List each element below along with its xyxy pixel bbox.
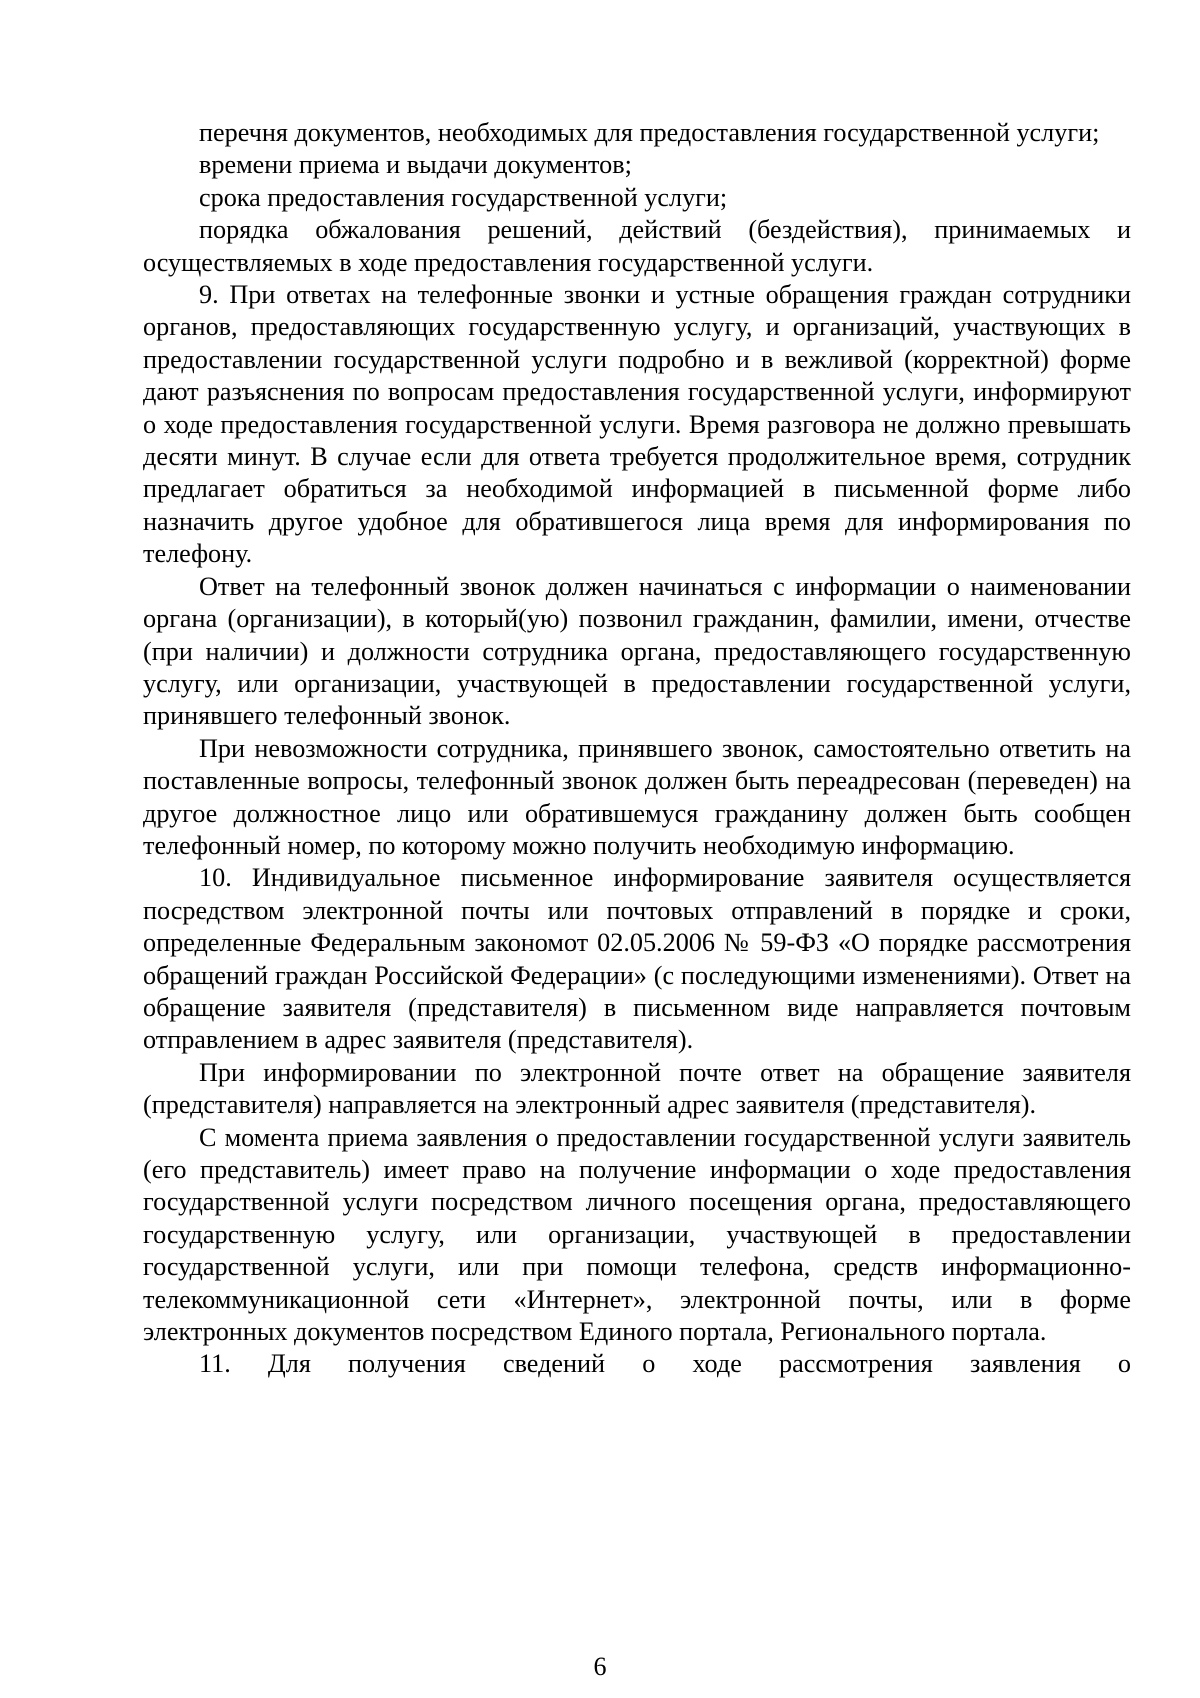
paragraph-item-10: 10. Индивидуальное письменное информирование заявителя осуществляется посредством электронной почты или почтовых отправлений в порядке и сроки, определенные Федеральным закономот 02.05.2006 № 59-ФЗ «О порядке рассмотрения обращений граждан Российской Федерации» (с последующими изменениями). Ответ на обращение заявителя (представителя) в письменном виде направляется почтовым отправлением в адрес заявителя (представителя).	[143, 863, 1131, 1055]
paragraph-progress-info: С момента приема заявления о предоставлении государственной услуги заявитель (его представитель) имеет право на получение информации о ходе предоставления государственной услуги посредством личного посещения органа, предоставляющего государственную услугу, или организации, участвующей в предоставлении государственной услуги, или при помощи телефона, средств информационно-телекоммуникационной сети «Интернет», электронной почты, или в форме электронных документов посредством Единого портала, Регионального портала.	[143, 1122, 1131, 1347]
document-body	[143, 117, 1131, 1381]
paragraph-item-9: 9. При ответах на телефонные звонки и устные обращения граждан сотрудники органов, предоставляющих государственную услугу, и организаций, участвующих в предоставлении государственной услуги подробно и в вежливой (корректной) форме дают разъяснения по вопросам предоставления государственной услуги, информируют о ходе предоставления государственной услуги. Время разговора не должно превышать десяти минут. В случае если для ответа требуется продолжительное время, сотрудник предлагает обратиться за необходимой информацией в письменной форме либо назначить другое удобное для обратившегося лица время для информирования по телефону.	[143, 280, 1131, 569]
paragraph-item-11: 11. Для получения сведений о ходе рассмотрения заявления о	[199, 1349, 1131, 1379]
paragraph-call-redirect: При невозможности сотрудника, принявшего звонок, самостоятельно ответить на поставленные вопросы, телефонный звонок должен быть переадресован (переведен) на другое должностное лицо или обратившемуся гражданину должен быть сообщен телефонный номер, по которому можно получить необходимую информацию.	[143, 733, 1131, 860]
paragraph-appeal-procedure: порядка обжалования решений, действий (бездействия), принимаемых и осуществляемых в ходе предоставления государственной услуги.	[143, 215, 1131, 277]
paragraph-time-of-reception: времени приема и выдачи документов;	[199, 150, 632, 180]
page-number: 6	[593, 1652, 607, 1681]
paragraph-service-term: срока предоставления государственной услуги;	[199, 182, 728, 212]
paragraph-call-answer: Ответ на телефонный звонок должен начинаться с информации о наименовании органа (организации), в который(ую) позвонил гражданин, фамилии, имени, отчестве (при наличии) и должности сотрудника органа, предоставляющего государственную услугу, или организации, участвующей в предоставлении государственной услуги, принявшего телефонный звонок.	[143, 571, 1131, 731]
paragraph-docs-list: перечня документов, необходимых для предоставления государственной услуги;	[199, 118, 1100, 147]
paragraph-email-informing: При информировании по электронной почте ответ на обращение заявителя (представителя) направляется на электронный адрес заявителя (представителя).	[143, 1057, 1131, 1120]
